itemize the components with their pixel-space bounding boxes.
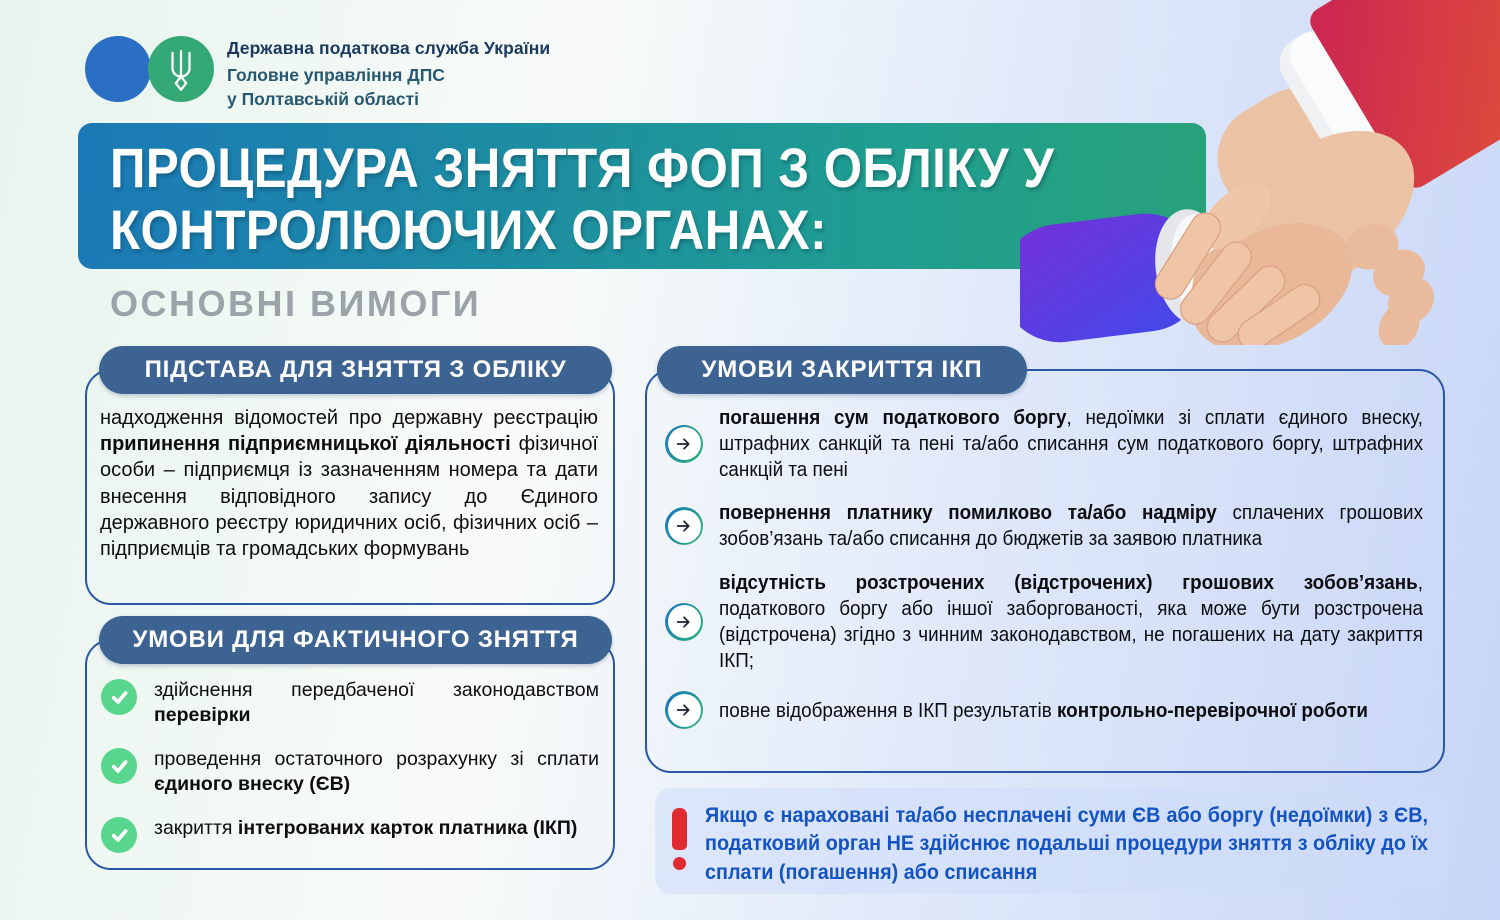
org-division: Головне управління ДПС (227, 65, 445, 85)
list-item (665, 570, 1423, 673)
blue-circle (85, 36, 151, 102)
list-item-text: повернення платнику помилково та/або надміру сплачених грошових зобов’язань та/або списання до бюджетів за заявою платника (719, 501, 1424, 551)
list-item (665, 405, 1423, 482)
org-region: у Полтавській області (227, 89, 419, 109)
warning-note (655, 788, 1448, 894)
list-item-text: здійснення передбаченої законодавством перевірки (154, 679, 599, 726)
page-title-line2: КОНТРОЛЮЮЧИХ ОРГАНАХ: (110, 198, 827, 261)
list-item-text: відсутність розстрочених (відстрочених) грошових зобов’язань, податкового боргу або іншої заборгованості, яка може бути розстрочена (відстрочена) згідно з чинним законодавством, не погашених на дату закриття ІКП; (719, 571, 1424, 672)
conditions-card (85, 626, 615, 870)
list-item (101, 816, 599, 853)
org-name: Державна податкова служба України (227, 38, 551, 58)
grounds-card (85, 356, 615, 605)
grounds-card-body: надходження відомостей про державну реєстрацію припинення підприємницької діяльності фізичної особи – підприємця із зазначенням номера та дати внесення відповідного запису до Єдиного державного реєстру юридичних осіб, фізичних осіб – підприємців та громадських формувань (100, 407, 598, 560)
list-item (665, 691, 1423, 729)
ikp-card (645, 356, 1445, 773)
ikp-card-header: УМОВИ ЗАКРИТТЯ ІКП (657, 346, 1027, 394)
dps-logo (85, 36, 215, 102)
arrow-right-icon (665, 507, 703, 545)
grounds-card-header: ПІДСТАВА ДЛЯ ЗНЯТТЯ З ОБЛІКУ (99, 346, 612, 394)
list-item (101, 678, 599, 728)
exclamation-icon (672, 808, 688, 894)
list-item-text: погашення сум податкового боргу, недоїмки зі сплати єдиного внеску, штрафних санкцій та пені та/або списання сум податкового боргу, штрафних санкцій та пені (719, 406, 1424, 481)
list-item (665, 500, 1423, 552)
check-icon (101, 679, 137, 715)
list-item-text: закриття інтегрованих карток платника (ІКП) (154, 816, 578, 839)
arrow-right-icon (665, 691, 703, 729)
arrow-right-icon (665, 603, 703, 641)
list-item-text: проведення остаточного розрахунку зі сплати єдиного внеску (ЄВ) (154, 747, 599, 795)
title-banner (78, 123, 1206, 269)
warning-text: Якщо є нараховані та/або несплачені суми ЄВ або боргу (недоїмки) з ЄВ, податковий орган НЕ здійснює подальші процедури зняття з обліку до їх сплати (погашення) або списання (705, 803, 1429, 884)
list-item-text: повне відображення в ІКП результатів контрольно-перевірочної роботи (719, 698, 1368, 722)
green-circle (148, 36, 214, 102)
org-header (85, 36, 550, 110)
right-sleeve (1171, 0, 1500, 273)
conditions-card-header: УМОВИ ДЛЯ ФАКТИЧНОГО ЗНЯТТЯ (99, 616, 612, 664)
check-icon (101, 748, 137, 784)
page-title-line1: ПРОЦЕДУРА ЗНЯТТЯ ФОП З ОБЛІКУ У (110, 136, 1055, 199)
check-icon (101, 817, 137, 853)
trident-icon (164, 47, 198, 91)
page-subtitle: ОСНОВНІ ВИМОГИ (110, 283, 482, 324)
list-item (101, 747, 599, 797)
arrow-right-icon (665, 425, 703, 463)
